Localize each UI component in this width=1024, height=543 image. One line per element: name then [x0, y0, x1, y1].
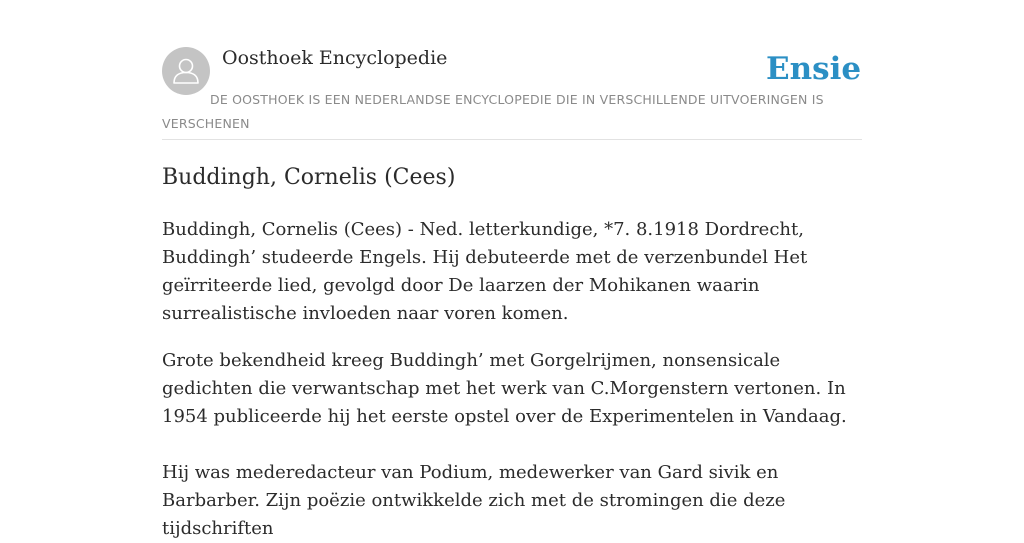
article-paragraph: Hij was mederedacteur van Podium, medewerker van Gard sivik en Barbarber. Zijn poëzie ontwikkelde zich met de stromingen die deze tijdschriften	[162, 462, 786, 539]
brand-logo[interactable]: Ensie	[766, 51, 862, 87]
source-tagline: DE OOSTHOEK IS EEN NEDERLANDSE ENCYCLOPEDIE DIE IN VERSCHILLENDE UITVOERINGEN IS VERSCHENEN	[162, 92, 824, 131]
article-paragraph: Grote bekendheid kreeg Buddingh’ met Gorgelrijmen, nonsensicale gedichten die verwantschap met het werk van C.Morgenstern vertonen. In 1954 publiceerde hij het eerste opstel over de Experimentelen in Vandaag.	[162, 350, 847, 427]
header-divider	[162, 139, 862, 140]
article-title: Buddingh, Cornelis (Cees)	[162, 165, 456, 190]
source-name-link[interactable]: Oosthoek Encyclopedie	[222, 47, 448, 69]
article-paragraph: Buddingh, Cornelis (Cees) - Ned. letterkundige, *7. 8.1918 Dordrecht, Buddingh’ studeerde Engels. Hij debuteerde met de verzenbundel Het geïrriteerde lied, gevolgd door De laarzen der Mohikanen waarin surrealistische invloeden naar voren komen.	[162, 219, 808, 324]
